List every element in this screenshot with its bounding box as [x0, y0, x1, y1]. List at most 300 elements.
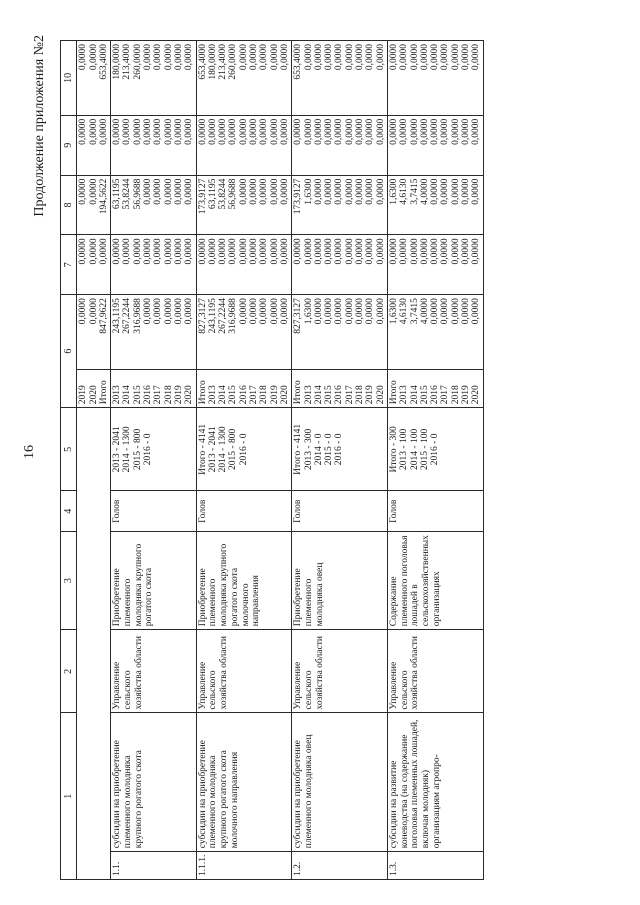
year-line: 2014 — [218, 385, 229, 405]
value-line: 0,0000 — [143, 298, 154, 325]
value-line: 0,0000 — [249, 118, 260, 145]
value-line: 0,0000 — [269, 178, 280, 205]
value-line: 0,0000 — [375, 238, 386, 265]
value-line: 0,0000 — [173, 298, 184, 325]
value-line: 0,0000 — [409, 238, 420, 265]
value-line: 0,0000 — [313, 44, 324, 71]
event-name: Приобретение племенного молодняка крупного рогатого скота молочного направления — [196, 532, 292, 630]
plan-line: 2013 - 2041 — [207, 426, 218, 473]
value-line: 0,0000 — [440, 178, 451, 205]
value-line: 0,0000 — [153, 238, 164, 265]
col10-values — [111, 41, 196, 116]
value-line: 0,0000 — [419, 118, 430, 145]
value-line: 0,0000 — [78, 118, 89, 145]
page-number: 16 — [22, 445, 37, 459]
col-header-3: 3 — [61, 532, 77, 630]
value-line: 0,0000 — [460, 44, 471, 71]
plan-line: 2015 - 800 — [132, 428, 143, 470]
value-line: 0,0000 — [430, 44, 441, 71]
value-line: 0,0000 — [163, 238, 174, 265]
plan-line: 2014 - 100 — [409, 428, 420, 470]
value-line: 56,9688 — [228, 178, 239, 210]
col6-values — [292, 295, 388, 370]
value-line: 0,0000 — [88, 298, 99, 325]
col10-values — [196, 41, 292, 116]
value-line: 260,0000 — [228, 44, 239, 80]
row-number: 1.3. — [387, 852, 483, 880]
executor: Управление сельского хозяйства области — [387, 630, 483, 713]
plan-line: Итого - 4141 — [293, 423, 304, 475]
value-line: 0,0000 — [324, 44, 335, 71]
plan-line: 2014 - 1300 — [218, 426, 229, 473]
value-line: 0,0000 — [98, 238, 109, 265]
col10-values — [387, 41, 483, 116]
continuation-col7 — [77, 235, 111, 295]
value-line: 63,1195 — [207, 178, 218, 210]
plan-line: 2014 - 1300 — [122, 426, 133, 473]
value-line: 4,0000 — [419, 178, 430, 205]
value-line: 0,0000 — [143, 238, 154, 265]
value-line: 56,9688 — [132, 178, 143, 210]
value-line: 0,0000 — [238, 238, 249, 265]
value-line: 173,9127 — [293, 178, 304, 215]
col7-values — [292, 235, 388, 295]
value-line: 0,0000 — [355, 118, 366, 145]
executor: Управление сельского хозяйства области — [111, 630, 196, 713]
value-line: 0,0000 — [355, 178, 366, 205]
year-line: 2015 — [419, 385, 430, 405]
plan-line: 2016 - 0 — [334, 433, 345, 466]
col-header-8: 8 — [61, 175, 77, 235]
value-line: 0,0000 — [450, 298, 461, 325]
col8-values — [292, 175, 388, 235]
value-line: 0,0000 — [259, 298, 270, 325]
value-line: 173,9127 — [197, 178, 208, 215]
value-line: 0,0000 — [163, 298, 174, 325]
value-line: 0,0000 — [313, 238, 324, 265]
value-line: 0,0000 — [249, 178, 260, 205]
continuation-col9 — [77, 115, 111, 175]
appendix-title: Продолжение приложения №2 — [32, 35, 47, 217]
col-header-9: 9 — [61, 115, 77, 175]
header-row — [61, 41, 77, 880]
value-line: 0,0000 — [430, 178, 441, 205]
measure-name: субсидии на приобретение племенного молодняка овец — [292, 713, 388, 852]
continuation-col8 — [77, 175, 111, 235]
value-line: 0,0000 — [173, 44, 184, 71]
plan-values — [292, 408, 388, 491]
value-line: 827,3127 — [197, 298, 208, 334]
value-line: 3,7415 — [409, 298, 420, 325]
col8-values — [196, 175, 292, 235]
value-line: 0,0000 — [173, 118, 184, 145]
col10-values — [292, 41, 388, 116]
value-line: Итого — [98, 380, 109, 405]
value-line: 0,0000 — [375, 178, 386, 205]
table-row — [387, 41, 483, 880]
value-line: 0,0000 — [78, 178, 89, 205]
value-line: 0,0000 — [112, 238, 123, 265]
row-number: 1.1.1. — [196, 852, 292, 880]
value-line: 0,0000 — [207, 118, 218, 145]
value-line: 0,0000 — [399, 118, 410, 145]
value-line: 0,0000 — [365, 44, 376, 71]
value-line: 0,0000 — [430, 238, 441, 265]
value-line: 2020 — [88, 385, 99, 405]
measure-name: субсидии на развитие коневодства (на содержание поголовья племенных лошадей, включая молодняк) организациям агропро- — [387, 713, 483, 852]
value-line: 653,4000 — [98, 44, 109, 80]
value-line: 0,0000 — [163, 44, 174, 71]
year-line: 2014 — [409, 385, 420, 405]
value-line: 0,0000 — [259, 118, 270, 145]
value-line: 0,0000 — [238, 44, 249, 71]
value-line: 0,0000 — [303, 44, 314, 71]
col7-values — [111, 235, 196, 295]
value-line: 0,0000 — [228, 238, 239, 265]
plan-line: 2015 - 800 — [228, 428, 239, 470]
year-line: 2017 — [249, 385, 260, 405]
year-line: 2016 — [143, 385, 154, 405]
col7-values — [387, 235, 483, 295]
col6-values — [196, 295, 292, 370]
value-line: 0,0000 — [460, 118, 471, 145]
year-line: 2019 — [460, 385, 471, 405]
value-line: 0,0000 — [293, 118, 304, 145]
table-row — [196, 41, 292, 880]
value-line: 0,0000 — [303, 118, 314, 145]
measure-name: субсидии на приобретение племенного молодняка крупного рогатого скота молочного направления — [196, 713, 292, 852]
value-line: 0,0000 — [388, 44, 399, 71]
value-line: 0,0000 — [440, 44, 451, 71]
value-line: 0,0000 — [334, 44, 345, 71]
value-line: 0,0000 — [375, 118, 386, 145]
value-line: 0,0000 — [238, 118, 249, 145]
year-column — [111, 369, 196, 407]
value-line: 0,0000 — [334, 298, 345, 325]
value-line: 0,0000 — [293, 238, 304, 265]
value-line: 0,0000 — [355, 44, 366, 71]
executor: Управление сельского хозяйства области — [196, 630, 292, 713]
plan-line: 2013 - 2041 — [112, 426, 123, 473]
year-line: 2014 — [122, 385, 133, 405]
value-line: 0,0000 — [143, 118, 154, 145]
value-line: 0,0000 — [355, 238, 366, 265]
plan-line: Итого - 300 — [388, 426, 399, 473]
value-line: 0,0000 — [399, 44, 410, 71]
executor: Управление сельского хозяйства области — [292, 630, 388, 713]
plan-line: Итого - 4141 — [197, 423, 208, 475]
value-line: 4,6130 — [399, 298, 410, 325]
col8-values — [111, 175, 196, 235]
col9-values — [387, 115, 483, 175]
year-line: 2017 — [344, 385, 355, 405]
plan-values — [387, 408, 483, 491]
unit: Голов — [111, 491, 196, 532]
plan-line: 2015 - 100 — [419, 428, 430, 470]
value-line: 53,8244 — [122, 178, 133, 210]
value-line: 3,7415 — [409, 178, 420, 205]
value-line: 0,0000 — [249, 238, 260, 265]
year-line: Итого — [197, 380, 208, 405]
value-line: 0,0000 — [419, 238, 430, 265]
year-line: 2020 — [375, 385, 386, 405]
value-line: 316,9688 — [228, 298, 239, 334]
value-line: 0,0000 — [98, 118, 109, 145]
value-line: 0,0000 — [259, 238, 270, 265]
value-line: 0,0000 — [344, 44, 355, 71]
plan-line: 2016 - 0 — [238, 433, 249, 466]
table-row — [292, 41, 388, 880]
year-line: Итого — [388, 380, 399, 405]
value-line: 0,0000 — [78, 238, 89, 265]
plan-values — [196, 408, 292, 491]
value-line: 0,0000 — [143, 44, 154, 71]
value-line: 0,0000 — [238, 178, 249, 205]
value-line: 2019 — [78, 385, 89, 405]
year-line: 2019 — [173, 385, 184, 405]
value-line: 0,0000 — [334, 118, 345, 145]
value-line: 0,0000 — [184, 178, 195, 205]
col7-values — [196, 235, 292, 295]
value-line: 0,0000 — [450, 238, 461, 265]
value-line: 213,4000 — [122, 44, 133, 80]
value-line: 260,0000 — [132, 44, 143, 80]
year-line: 2015 — [324, 385, 335, 405]
value-line: 0,0000 — [344, 298, 355, 325]
value-line: 0,0000 — [388, 118, 399, 145]
col-header-1: 1 — [61, 713, 77, 880]
year-line: 2018 — [355, 385, 366, 405]
col9-values — [292, 115, 388, 175]
col9-values — [196, 115, 292, 175]
value-line: 4,6130 — [399, 178, 410, 205]
value-line: 653,4000 — [293, 44, 304, 80]
year-line: Итого — [293, 380, 304, 405]
value-line: 0,0000 — [344, 178, 355, 205]
year-line: 2019 — [365, 385, 376, 405]
value-line: 0,0000 — [279, 178, 290, 205]
value-line: 0,0000 — [334, 238, 345, 265]
year-line: 2017 — [153, 385, 164, 405]
year-line: 2016 — [238, 385, 249, 405]
year-line: 2013 — [207, 385, 218, 405]
value-line: 0,0000 — [184, 238, 195, 265]
unit: Голов — [196, 491, 292, 532]
value-line: 0,0000 — [279, 298, 290, 325]
year-line: 2015 — [228, 385, 239, 405]
value-line: 0,0000 — [471, 298, 482, 325]
program-table — [60, 40, 484, 880]
value-line: 0,0000 — [259, 44, 270, 71]
year-line: 2015 — [132, 385, 143, 405]
value-line: 0,0000 — [450, 44, 461, 71]
unit: Голов — [387, 491, 483, 532]
value-line: 0,0000 — [471, 178, 482, 205]
value-line: 0,0000 — [313, 118, 324, 145]
col-header-4: 4 — [61, 491, 77, 532]
value-line: 0,0000 — [430, 298, 441, 325]
year-line: 2020 — [471, 385, 482, 405]
value-line: 0,0000 — [365, 298, 376, 325]
year-line: 2020 — [184, 385, 195, 405]
value-line: 0,0000 — [78, 298, 89, 325]
value-line: 0,0000 — [184, 118, 195, 145]
table-body — [77, 41, 483, 880]
continuation-col6 — [77, 295, 111, 370]
col6-values — [387, 295, 483, 370]
value-line: 0,0000 — [365, 178, 376, 205]
value-line: 0,0000 — [313, 178, 324, 205]
value-line: 0,0000 — [153, 178, 164, 205]
value-line: 0,0000 — [143, 178, 154, 205]
value-line: 0,0000 — [184, 44, 195, 71]
value-line: 0,0000 — [409, 118, 420, 145]
value-line: 0,0000 — [259, 178, 270, 205]
year-line: 2013 — [112, 385, 123, 405]
col9-values — [111, 115, 196, 175]
value-line: 0,0000 — [419, 44, 430, 71]
continuation-years — [77, 369, 111, 407]
year-line: 2019 — [269, 385, 280, 405]
value-line: 0,0000 — [153, 298, 164, 325]
value-line: 0,0000 — [375, 44, 386, 71]
plan-line: 2013 - 100 — [399, 428, 410, 470]
col-header-6: 6 — [61, 295, 77, 408]
year-column — [387, 369, 483, 407]
value-line: 1,6300 — [388, 298, 399, 325]
value-line: 316,9688 — [132, 298, 143, 334]
value-line: 0,0000 — [324, 118, 335, 145]
year-line: 2018 — [259, 385, 270, 405]
value-line: 4,0000 — [419, 298, 430, 325]
value-line: 0,0000 — [184, 298, 195, 325]
value-line: 63,1195 — [112, 178, 123, 210]
value-line: 0,0000 — [355, 298, 366, 325]
value-line: 0,0000 — [249, 298, 260, 325]
year-line: 2013 — [303, 385, 314, 405]
value-line: 267,2244 — [122, 298, 133, 334]
col-header-2: 2 — [61, 630, 77, 713]
value-line: 0,0000 — [132, 238, 143, 265]
value-line: 0,0000 — [460, 298, 471, 325]
year-line: 2018 — [450, 385, 461, 405]
value-line: 0,0000 — [153, 118, 164, 145]
value-line: 180,0000 — [112, 44, 123, 80]
value-line: 0,0000 — [471, 238, 482, 265]
continuation-row — [77, 41, 111, 880]
value-line: 0,0000 — [471, 44, 482, 71]
value-line: 0,0000 — [88, 44, 99, 71]
value-line: 0,0000 — [163, 118, 174, 145]
value-line: 827,3127 — [293, 298, 304, 334]
value-line: 0,0000 — [132, 118, 143, 145]
plan-line: 2013 - 300 — [303, 428, 314, 470]
value-line: 0,0000 — [450, 118, 461, 145]
measure-name: субсидии на приобретение племенного молодняка крупного рогатого скота — [111, 713, 196, 852]
value-line: 0,0000 — [218, 118, 229, 145]
value-line: 0,0000 — [163, 178, 174, 205]
value-line: 0,0000 — [173, 238, 184, 265]
plan-line: 2016 - 0 — [430, 433, 441, 466]
value-line: 0,0000 — [249, 44, 260, 71]
value-line: 0,0000 — [303, 238, 314, 265]
value-line: 0,0000 — [269, 118, 280, 145]
value-line: 0,0000 — [375, 298, 386, 325]
year-column — [292, 369, 388, 407]
value-line: 0,0000 — [460, 178, 471, 205]
year-line: 2013 — [399, 385, 410, 405]
continuation-col10 — [77, 41, 111, 116]
year-line: 2016 — [334, 385, 345, 405]
value-line: 0,0000 — [88, 118, 99, 145]
value-line: 0,0000 — [344, 238, 355, 265]
value-line: 0,0000 — [88, 178, 99, 205]
value-line: 0,0000 — [218, 238, 229, 265]
row-number: 1.2. — [292, 852, 388, 880]
value-line: 0,0000 — [450, 178, 461, 205]
value-line: 0,0000 — [388, 238, 399, 265]
value-line: 0,0000 — [279, 238, 290, 265]
value-line: 0,0000 — [88, 238, 99, 265]
value-line: 0,0000 — [153, 44, 164, 71]
value-line: 1,6300 — [303, 178, 314, 205]
value-line: 0,0000 — [460, 238, 471, 265]
value-line: 0,0000 — [279, 44, 290, 71]
value-line: 0,0000 — [78, 44, 89, 71]
event-name: Содержание племенного поголовья лошадей в сельскохозяйственных организациях — [387, 532, 483, 630]
value-line: 0,0000 — [399, 238, 410, 265]
value-line: 0,0000 — [269, 298, 280, 325]
table-row — [111, 41, 196, 880]
value-line: 180,0000 — [207, 44, 218, 80]
value-line: 0,0000 — [365, 118, 376, 145]
plan-line: 2014 - 0 — [313, 433, 324, 466]
plan-values — [111, 408, 196, 491]
value-line: 267,2244 — [218, 298, 229, 334]
year-line: 2014 — [313, 385, 324, 405]
value-line: 0,0000 — [334, 178, 345, 205]
value-line: 0,0000 — [269, 238, 280, 265]
col-header-7: 7 — [61, 235, 77, 295]
value-line: 0,0000 — [430, 118, 441, 145]
col8-values — [387, 175, 483, 235]
value-line: 0,0000 — [269, 44, 280, 71]
row-number: 1.1. — [111, 852, 196, 880]
value-line: 0,0000 — [471, 118, 482, 145]
value-line: 243,1195 — [112, 298, 123, 334]
value-line: 0,0000 — [122, 118, 133, 145]
event-name: Приобретение племенного молодняка крупного рогатого скота — [111, 532, 196, 630]
value-line: 0,0000 — [440, 238, 451, 265]
value-line: 0,0000 — [122, 238, 133, 265]
value-line: 0,0000 — [324, 178, 335, 205]
value-line: 194,5622 — [98, 178, 109, 215]
value-line: 0,0000 — [344, 118, 355, 145]
col-header-10: 10 — [61, 41, 77, 116]
plan-line: 2016 - 0 — [143, 433, 154, 466]
unit: Голов — [292, 491, 388, 532]
value-line: 0,0000 — [112, 118, 123, 145]
col6-values — [111, 295, 196, 370]
value-line: 0,0000 — [173, 178, 184, 205]
year-column — [196, 369, 292, 407]
year-line: 2017 — [440, 385, 451, 405]
value-line: 0,0000 — [440, 118, 451, 145]
value-line: 0,0000 — [207, 238, 218, 265]
value-line: 0,0000 — [440, 298, 451, 325]
value-line: 0,0000 — [238, 298, 249, 325]
value-line: 653,4000 — [197, 44, 208, 80]
